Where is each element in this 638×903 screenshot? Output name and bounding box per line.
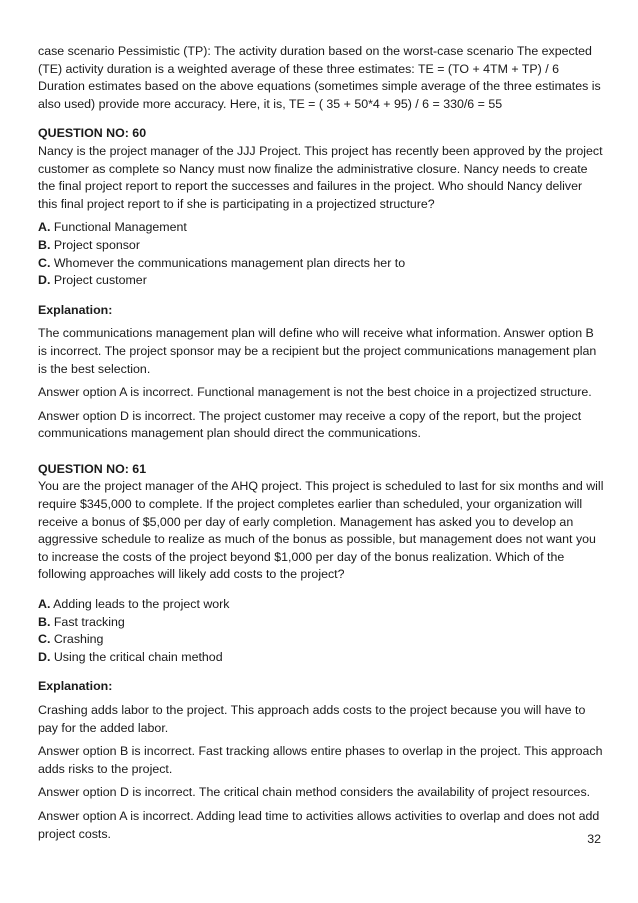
explanation-paragraph: Answer option B is incorrect. Fast tracking allows entire phases to overlap in the project. This approach adds risks to the project. <box>38 744 603 776</box>
option-d: D. Using the critical chain method <box>38 649 223 664</box>
option-b: B. Project sponsor <box>38 237 140 252</box>
explanation-heading: Explanation: <box>38 679 113 694</box>
explanation-heading: Explanation: <box>38 302 113 317</box>
question-heading: QUESTION NO: 60 <box>38 126 147 141</box>
option-d: D. Project customer <box>38 273 147 288</box>
option-a: A. Adding leads to the project work <box>38 597 230 612</box>
explanation-paragraph: Crashing adds labor to the project. This approach adds costs to the project because you will have to pay for the added labor. <box>38 703 586 735</box>
explanation-paragraph: Answer option A is incorrect. Adding lead time to activities allows activities to overlap and does not add project costs. <box>38 808 600 841</box>
option-c: C. Crashing <box>38 632 104 647</box>
page-number: 32 <box>587 832 601 846</box>
explanation-paragraph: The communications management plan will define who will receive what information. Answer option B is incorrect. The project sponsor may be a recipient but the project communications management plan is the best selection. <box>38 326 597 376</box>
question-text: You are the project manager of the AHQ project. This project is scheduled to last for six months and will require $345,000 to complete. If the project completes earlier than scheduled, your organization will receive a bonus of $5,000 per day of early completion. Management has asked you to develop an aggressive schedule to realize as much of the bonus as possible, but management does not want you to increase the costs of the project beyond $1,000 per day of the bonus realization. Which of the following approaches will likely add costs to the project? <box>38 479 604 582</box>
question-60 <box>38 125 604 443</box>
option-a: A. Functional Management <box>38 220 187 235</box>
question-text: Nancy is the project manager of the JJJ Project. This project has recently been approved by the project customer as complete so Nancy must now finalize the administrative closure. Nancy needs to create the final project report to report the successes and failures in the project. Who should Nancy deliver this final project report to if she is participating in a projectized structure? <box>38 143 603 211</box>
options-list <box>38 596 604 666</box>
intro-paragraph: case scenario Pessimistic (TP): The activity duration based on the worst-case scenario The expected (TE) activity duration is a weighted average of these three estimates: TE = (TO + 4TM + TP) / 6 Duration estimates based on the above equations (sometimes simple average of the three estimates is also used) provide more accuracy. Here, it is, TE = ( 35 + 50*4 + 95) / 6 = 330/6 = 55 <box>38 44 601 111</box>
question-heading: QUESTION NO: 61 <box>38 461 147 476</box>
options-list <box>38 219 604 289</box>
document-page <box>38 43 604 843</box>
option-b: B. Fast tracking <box>38 614 125 629</box>
question-61 <box>38 461 604 843</box>
option-c: C. Whomever the communications management plan directs her to <box>38 255 406 270</box>
explanation-paragraph: Answer option D is incorrect. The project customer may receive a copy of the report, but the project communications management plan should direct the communications. <box>38 408 582 441</box>
explanation-paragraph: Answer option D is incorrect. The critical chain method considers the availability of project resources. <box>38 785 591 800</box>
explanation-paragraph: Answer option A is incorrect. Functional management is not the best choice in a projectized structure. <box>38 385 592 400</box>
